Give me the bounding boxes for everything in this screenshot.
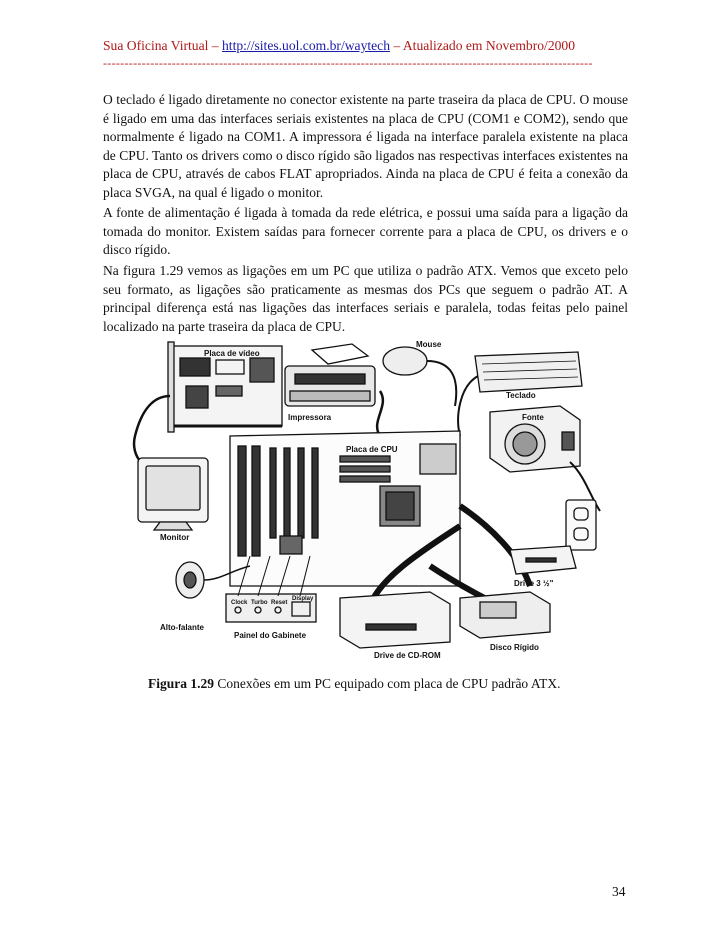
label-printer: Impressora — [288, 413, 332, 422]
monitor-drawing — [138, 458, 208, 530]
site-name: Sua Oficina Virtual — [103, 38, 209, 53]
mouse-drawing — [383, 347, 456, 406]
caption-text: Conexões em um PC equipado com placa de CPU padrão ATX. — [214, 676, 561, 691]
pc-connections-figure — [130, 336, 620, 666]
label-video-card: Placa de vídeo — [204, 349, 260, 358]
label-display: Display — [292, 596, 314, 602]
hard-disk-drawing — [460, 592, 550, 638]
header-separator: – — [208, 38, 222, 53]
header-separator: – — [390, 38, 403, 53]
page-header — [103, 38, 633, 54]
power-supply-drawing — [490, 406, 600, 511]
label-reset: Reset — [271, 600, 288, 606]
wall-socket-drawing — [566, 500, 596, 550]
label-speaker: Alto-falante — [160, 623, 204, 632]
paragraph-3: Na figura 1.29 vemos as ligações em um PC que utiliza o padrão ATX. Vemos que exceto pelo seu formato, as ligações são praticamente as mesmas dos PCs que seguem o padrão AT. A principal diferença está nas ligações das interfaces seriais e paralela, todas feitas pelo painel localizado na parte traseira da placa de CPU. — [103, 263, 628, 334]
cpu-board-drawing — [230, 431, 460, 586]
paragraph-2: A fonte de alimentação é ligada à tomada da rede elétrica, e possui uma saída para a ligação da tomada do monitor. Existem saídas para fornecer corrente para a placa de CPU, os drivers e o disco rígido. — [103, 205, 628, 257]
label-turbo: Turbo — [251, 600, 268, 606]
cdrom-drive-drawing — [340, 592, 450, 648]
figure-caption — [148, 676, 608, 692]
printer-drawing — [285, 344, 375, 406]
page-number: 34 — [612, 884, 626, 899]
label-cdrom: Drive de CD-ROM — [374, 651, 441, 660]
paragraph-1: O teclado é ligado diretamente no conector existente na parte traseira da placa de CPU. O mouse é ligado em uma das interfaces seriais existentes na placa de CPU (COM1 e COM2), sendo que normalmente é ligado na COM1. A impressora é ligada na interface paralela existente na placa de CPU. Tanto os drivers como o disco rígido são ligados nas respectivas interfaces existentes na placa de CPU, através de cabos FLAT apropriados. Ainda na placa de CPU é feita a conexão da placa SVGA, na qual é ligado o monitor. — [103, 92, 628, 200]
floppy-drive-drawing — [510, 546, 576, 574]
site-url-link[interactable]: http://sites.uol.com.br/waytech — [222, 38, 391, 53]
header-rule: ------------------------------------------------------------------------------------------------------------------ — [103, 56, 593, 70]
label-panel: Painel do Gabinete — [234, 631, 307, 640]
label-hard-disk: Disco Rígido — [490, 643, 539, 652]
label-monitor: Monitor — [160, 533, 190, 542]
label-drive: Drive 3 ½" — [514, 579, 554, 588]
label-cpu-board: Placa de CPU — [346, 445, 398, 454]
label-mouse: Mouse — [416, 340, 442, 349]
label-clock: Clock — [231, 600, 248, 606]
caption-number: Figura 1.29 — [148, 676, 214, 691]
label-power-supply: Fonte — [522, 413, 544, 422]
label-keyboard: Teclado — [506, 391, 536, 400]
updated-note: Atualizado em Novembro/2000 — [402, 38, 576, 53]
pc-connections-illustration — [130, 336, 620, 666]
